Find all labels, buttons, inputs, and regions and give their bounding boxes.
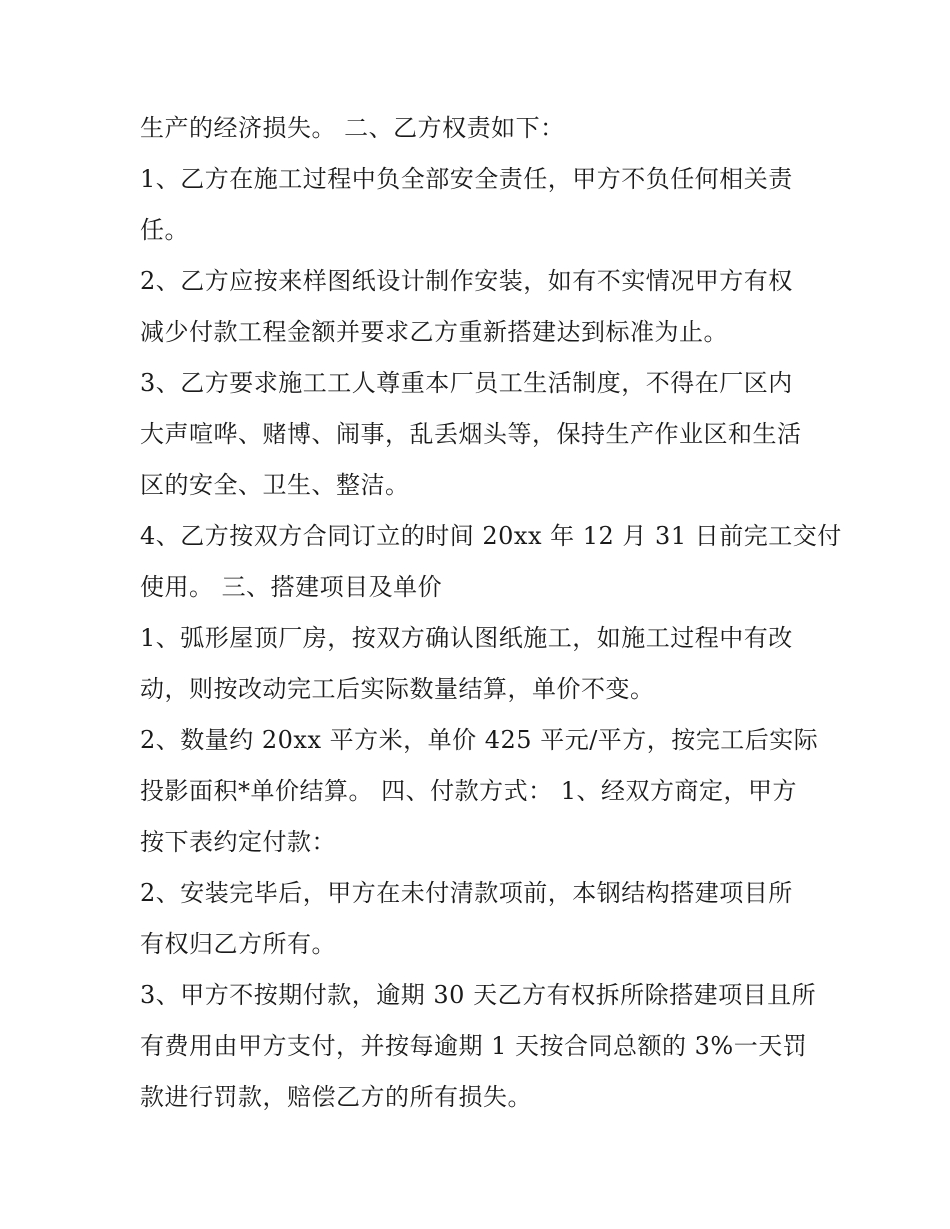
- text-line: 投影面积*单价结算。 四、付款方式： 1、经双方商定，甲方: [140, 777, 798, 805]
- text-line: 款进行罚款，赔偿乙方的所有损失。: [140, 1083, 532, 1111]
- text-line: 区的安全、卫生、整洁。: [140, 471, 410, 499]
- text-line: 使用。 三、搭建项目及单价: [140, 573, 443, 601]
- text-line: 2、乙方应按来样图纸设计制作安装，如有不实情况甲方有权: [140, 267, 793, 295]
- text-line: 2、数量约 20xx 平方米，单价 425 平元/平方，按完工后实际: [140, 726, 819, 754]
- text-line: 2、安装完毕后，甲方在未付清款项前，本钢结构搭建项目所: [140, 879, 793, 907]
- text-line: 动，则按改动完工后实际数量结算，单价不变。: [140, 675, 655, 703]
- text-line: 减少付款工程金额并要求乙方重新搭建达到标准为止。: [140, 318, 728, 346]
- text-line: 4、乙方按双方合同订立的时间 20xx 年 12 月 31 日前完工交付: [140, 522, 842, 550]
- text-line: 生产的经济损失。 二、乙方权责如下：: [140, 114, 565, 142]
- text-line: 有权归乙方所有。: [140, 930, 336, 958]
- text-line: 3、甲方不按期付款，逾期 30 天乙方有权拆所除搭建项目且所: [140, 981, 817, 1009]
- text-line: 1、乙方在施工过程中负全部安全责任，甲方不负任何相关责: [140, 165, 793, 193]
- text-line: 任。: [140, 216, 189, 244]
- document-body: [140, 103, 842, 1123]
- text-line: 有费用由甲方支付，并按每逾期 1 天按合同总额的 3%一天罚: [140, 1032, 808, 1060]
- text-line: 按下表约定付款：: [140, 828, 336, 856]
- text-line: 3、乙方要求施工工人尊重本厂员工生活制度，不得在厂区内: [140, 369, 793, 397]
- text-line: 1、弧形屋顶厂房，按双方确认图纸施工，如施工过程中有改: [140, 624, 793, 652]
- text-line: 大声喧哗、赌博、闹事，乱丢烟头等，保持生产作业区和生活: [140, 420, 802, 448]
